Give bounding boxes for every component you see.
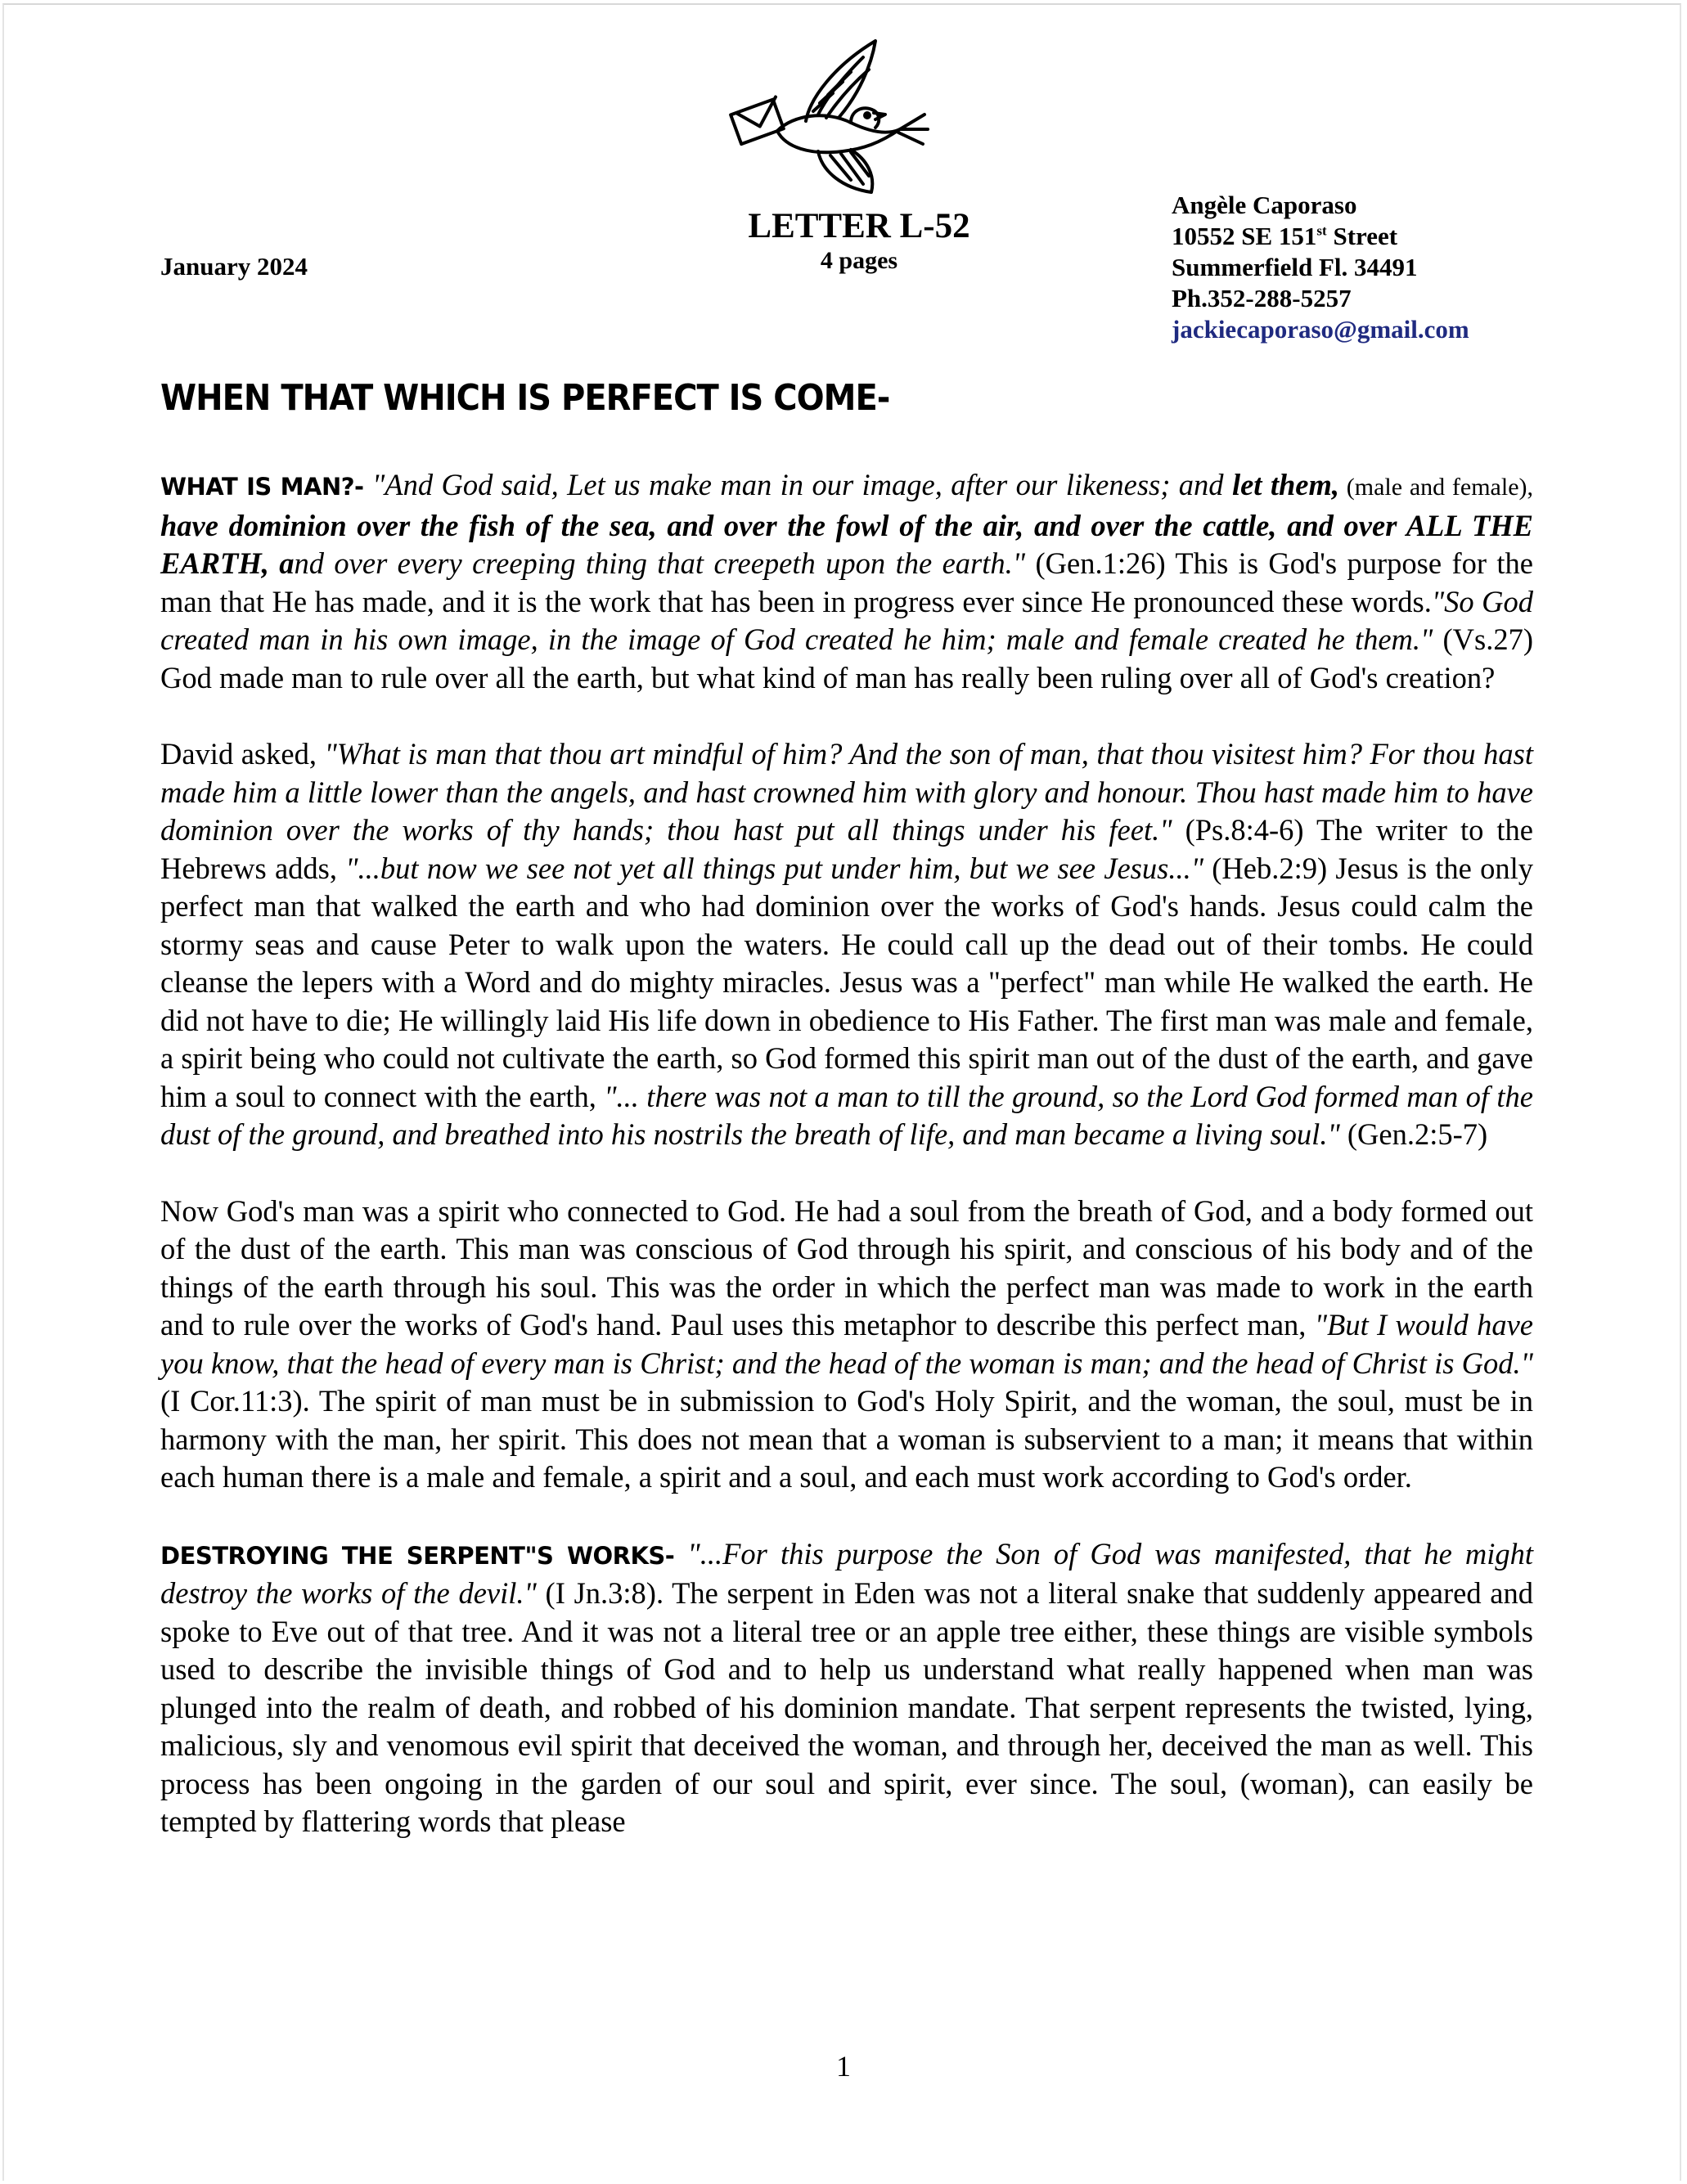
letter-date: January 2024 xyxy=(160,252,308,281)
dove-with-letter-icon xyxy=(728,33,933,196)
letter-title: LETTER L-52 xyxy=(748,207,970,245)
sender-street: 10552 SE 151st Street xyxy=(1172,222,1398,250)
paragraph-1: WHAT IS MAN?- "And God said, Let us make man in our image, after our likeness; and let them, (male and female), have dominion over the fish of the sea, and over the fowl of the air, and over the cattle, and over ALL THE EARTH, and over every creeping thing that creepeth upon the earth." (Gen.1:26) This is God's purpose for the man that He has made, and it is the work that has been in progress ever since He pronounced these words."So God created man in his own image, in the image of God created he him; male and female created he them." (Vs.27) God made man to rule over all the earth, but what kind of man has really been ruling over all of God's creation? xyxy=(160,468,1534,694)
page-number: 1 xyxy=(836,2050,851,2083)
page-count: 4 pages xyxy=(820,247,898,274)
sender-city: Summerfield Fl. 34491 xyxy=(1172,253,1418,281)
paragraph-3: Now God's man was a spirit who connected to God. He had a soul from the breath of God, and a body formed out of the dust of the earth. This man was conscious of God through his spirit, and conscious of his body and of the things of the earth through his soul. This was the order in which the perfect man was made to work in the earth and to rule over the works of God's hand. Paul uses this metaphor to describe this perfect man, "But I would have you know, that the head of every man is Christ; and the head of the woman is man; and the head of Christ is God." (I Cor.11:3). The spirit of man must be in submission to God's Holy Spirit, and the woman, the soul, must be in harmony with the man, her spirit. This does not mean that a woman is subservient to a man; it means that within each human there is a male and female, a spirit and a soul, and each must work according to God's order. xyxy=(160,1193,1533,1494)
subheading-destroying-serpents-works: DESTROYING THE SERPENT"S WORKS- xyxy=(160,1541,675,1570)
subheading-what-is-man: WHAT IS MAN?- xyxy=(160,473,364,501)
paragraph-2: David asked, "What is man that thou art mindful of him? And the son of man, that thou visitest him? For thou hast made him a little lower than the angels, and hast crowned him with glory and honour. Thou hast made him to have dominion over the works of thy hands; thou hast put all things under his feet." (Ps.8:4-6) The writer to the Hebrews adds, "...but now we see not yet all things put under him, but we see Jesus..." (Heb.2:9) Jesus is the only perfect man that walked the earth and who had dominion over the works of God's hands. Jesus could calm the stormy seas and cause Peter to walk upon the waters. He could call up the dead out of their tombs. He could cleanse the lepers with a Word and do mighty miracles. Jesus was a "perfect" man while He walked the earth. He did not have to die; He willingly laid His life down in obedience to His Father. The first man was male and female, a spirit being who could not cultivate the earth, so God formed this spirit man out of the dust of the earth, and gave him a soul to connect with the earth, "... there was not a man to till the ground, so the Lord God formed man of the dust of the ground, and breathed into his nostrils the breath of life, and man became a living soul." (Gen.2:5-7) xyxy=(160,737,1534,1151)
sender-name: Angèle Caporaso xyxy=(1172,191,1357,219)
sender-email-link[interactable]: jackiecaporaso@gmail.com xyxy=(1172,315,1469,344)
letter-body xyxy=(160,466,1533,1880)
title-block xyxy=(687,206,1031,275)
sender-address xyxy=(1172,190,1469,345)
sender-phone: Ph.352-288-5257 xyxy=(1172,284,1352,312)
main-heading: WHEN THAT WHICH IS PERFECT IS COME- xyxy=(160,378,890,419)
paragraph-4: DESTROYING THE SERPENT"S WORKS- "...For this purpose the Son of God was manifested, that he might destroy the works of the devil." (I Jn.3:8). The serpent in Eden was not a literal snake that suddenly appeared and spoke to Eve out of that tree. And it was not a literal tree or an apple tree either, these things are visible symbols used to describe the invisible things of God and to help us understand what really happened when man was plunged into the realm of death, and robbed of his dominion mandate. That serpent represents the twisted, lying, malicious, sly and venomous evil spirit that deceived the woman, and through her, deceived the man as well. This process has been ongoing in the garden of our soul and spirit, ever since. The soul, (woman), can easily be tempted by flattering words that please xyxy=(160,1536,1534,1838)
